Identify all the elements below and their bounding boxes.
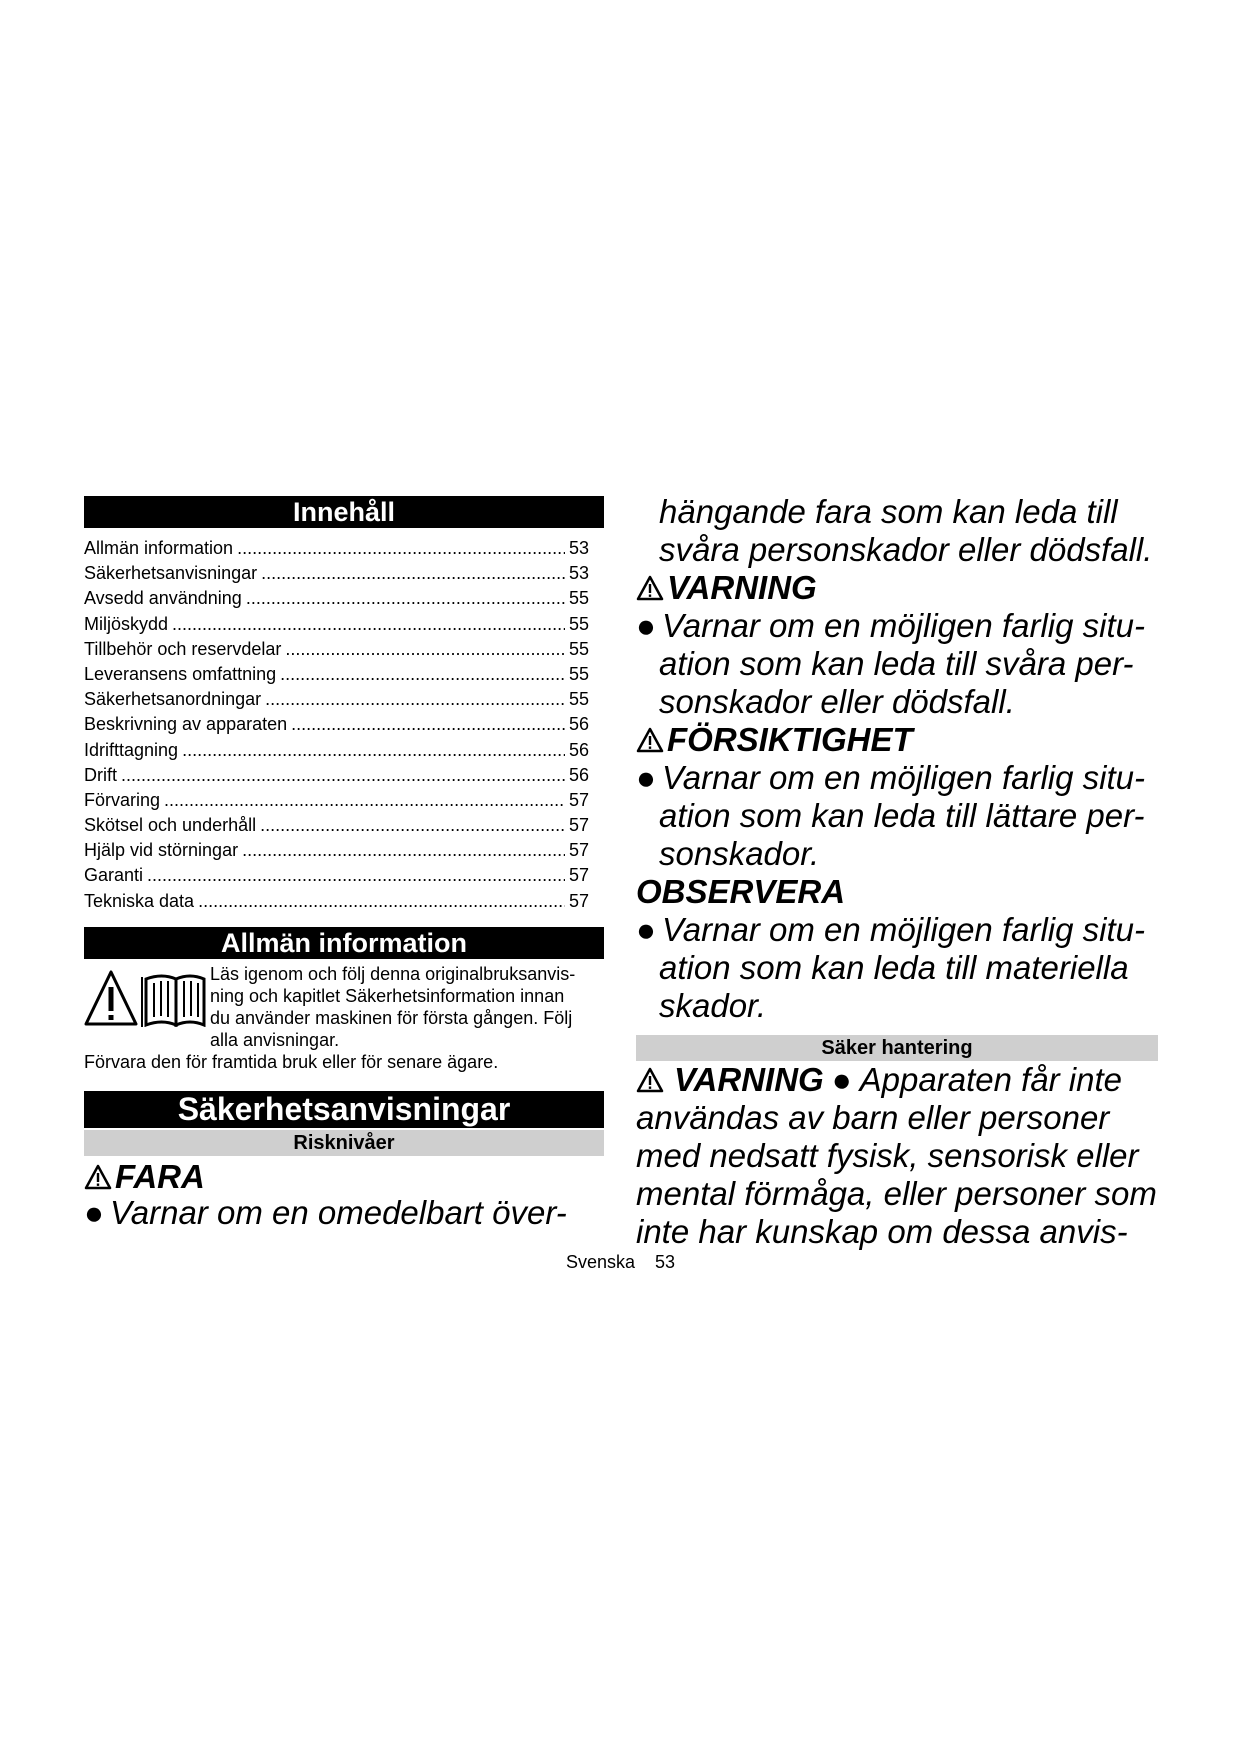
info-line: du använder maskinen för första gången. Följ — [210, 1007, 573, 1028]
left-column — [84, 496, 604, 1232]
toc-entry-page: 56 — [568, 764, 589, 785]
info-line: alla anvisningar. — [210, 1029, 340, 1050]
toc-entry — [84, 687, 589, 712]
toc-entry-page: 57 — [568, 865, 589, 886]
toc-entry-page: 56 — [568, 739, 589, 760]
forsiktighet-line: ation som kan leda till lättare per- — [659, 797, 1145, 834]
toc-entry-title: Avsedd användning — [84, 588, 242, 609]
fara-line: hängande fara som kan leda till — [659, 493, 1118, 530]
toc-entry-title: Förvaring — [84, 789, 161, 810]
store-note: Förvara den för framtida bruk eller för senare ägare. — [84, 1051, 499, 1072]
forsiktighet-text — [636, 759, 1158, 873]
toc-entry-title: Skötsel och underhåll — [84, 815, 257, 836]
toc-entry — [84, 662, 589, 687]
observera-label: OBSERVERA — [636, 873, 846, 910]
safety-heading: Säkerhetsanvisningar — [84, 1091, 604, 1128]
toc-entry-page: 53 — [568, 563, 589, 584]
forsiktighet-line: Varnar om en möjligen farlig situ- — [662, 759, 1145, 796]
toc-entry-page: 55 — [568, 588, 589, 609]
bullet: ● — [84, 1193, 104, 1231]
toc-leader-dots — [182, 738, 565, 763]
bullet: ● — [636, 607, 656, 644]
right-column — [636, 493, 1158, 1251]
toc-entry — [84, 838, 589, 863]
toc-entry — [84, 863, 589, 888]
toc-entry-title: Beskrivning av apparaten — [84, 714, 288, 735]
warning-and-manual-icon — [84, 969, 206, 1027]
toc-entry-page: 55 — [568, 638, 589, 659]
forsiktighet-heading — [636, 721, 1158, 759]
toc-entry — [84, 561, 589, 586]
handling-line: med nedsatt fysisk, sensorisk eller — [636, 1137, 1139, 1174]
observera-text — [636, 911, 1158, 1025]
info-line: ning och kapitlet Säkerhetsinformation innan — [210, 985, 565, 1006]
toc-entry — [84, 763, 589, 788]
forsiktighet-label: FÖRSIKTIGHET — [667, 721, 913, 758]
bullet: ● — [636, 911, 656, 948]
toc-entry-title: Tekniska data — [84, 890, 195, 911]
toc-leader-dots — [147, 863, 565, 888]
toc-entry-page: 57 — [568, 815, 589, 836]
varning-label: VARNING — [667, 569, 817, 606]
toc-leader-dots — [121, 763, 565, 788]
toc-entry — [84, 612, 589, 637]
toc-entry — [84, 788, 589, 813]
toc-leader-dots — [164, 788, 565, 813]
toc-leader-dots — [280, 662, 565, 687]
observera-line: ation som kan leda till materiella — [659, 949, 1129, 986]
varning-text — [636, 607, 1158, 721]
toc-entry-title: Miljöskydd — [84, 613, 169, 634]
toc-entry-title: Drift — [84, 764, 117, 785]
varning-line: sonskador eller dödsfall. — [659, 683, 1015, 720]
toc-entry-title: Säkerhetsanvisningar — [84, 563, 258, 584]
toc-entry-title: Säkerhetsanordningar — [84, 689, 262, 710]
varning-line: Varnar om en möjligen farlig situ- — [662, 607, 1145, 644]
toc-entry-title: Allmän information — [84, 538, 234, 558]
toc-leader-dots — [172, 612, 565, 637]
fara-label: FARA — [115, 1157, 205, 1195]
toc-entry — [84, 536, 589, 561]
fara-line: Varnar om en omedelbart över- — [110, 1193, 567, 1231]
toc-entry — [84, 738, 589, 763]
warning-triangle-icon — [84, 1164, 112, 1190]
toc-leader-dots — [237, 536, 565, 561]
page-footer — [0, 1252, 1241, 1273]
forsiktighet-line: sonskador. — [659, 835, 820, 872]
observera-line: skador. — [659, 987, 766, 1024]
toc-list — [84, 536, 604, 914]
toc-leader-dots — [265, 687, 565, 712]
toc-entry-page: 57 — [568, 840, 589, 861]
handling-line: mental förmåga, eller personer som — [636, 1175, 1157, 1212]
observera-line: Varnar om en möjligen farlig situ- — [662, 911, 1145, 948]
safe-handling-text — [636, 1061, 1158, 1251]
handling-line: inte har kunskap om dessa anvis- — [636, 1213, 1128, 1250]
varning-line: ation som kan leda till svåra per- — [659, 645, 1134, 682]
toc-entry-title: Garanti — [84, 865, 144, 886]
bullet: ● — [831, 1061, 852, 1098]
toc-entry — [84, 813, 589, 838]
toc-leader-dots — [260, 813, 565, 838]
toc-entry — [84, 712, 589, 737]
toc-heading: Innehåll — [84, 496, 604, 528]
toc-entry-page: 55 — [568, 663, 589, 684]
safe-handling-heading: Säker hantering — [636, 1035, 1158, 1061]
toc-entry-page: 57 — [568, 890, 589, 911]
toc-entry-title: Tillbehör och reservdelar — [84, 638, 282, 659]
varning-heading — [636, 569, 1158, 607]
toc-entry-title: Hjälp vid störningar — [84, 840, 239, 861]
handling-line: användas av barn eller personer — [636, 1099, 1110, 1136]
toc-entry — [84, 637, 589, 662]
fara-text — [84, 1194, 604, 1232]
toc-entry-page: 55 — [568, 613, 589, 634]
toc-entry-page: 56 — [568, 714, 589, 735]
observera-heading — [636, 873, 1158, 911]
warning-triangle-icon — [636, 727, 664, 753]
bullet: ● — [636, 759, 656, 796]
toc-leader-dots — [242, 838, 565, 863]
warning-triangle-icon — [636, 1067, 664, 1093]
general-info-text — [210, 963, 605, 1051]
footer-language: Svenska — [565, 1252, 635, 1272]
risk-levels-heading: Risknivåer — [84, 1130, 604, 1156]
toc-entry-title: Idrifttagning — [84, 739, 179, 760]
handling-warning-label: VARNING — [674, 1061, 824, 1098]
fara-line: svåra personskador eller dödsfall. — [659, 531, 1153, 568]
toc-entry-title: Leveransens omfattning — [84, 663, 277, 684]
handling-line: Apparaten får inte — [859, 1061, 1123, 1098]
page-number: 53 — [655, 1252, 676, 1272]
general-info-block — [84, 959, 604, 1083]
toc-entry-page: 57 — [568, 789, 589, 810]
info-line: Läs igenom och följ denna originalbruksanvis- — [210, 963, 576, 984]
fara-text-continued — [636, 493, 1158, 569]
toc-leader-dots — [198, 889, 565, 914]
toc-leader-dots — [261, 561, 565, 586]
toc-leader-dots — [285, 637, 565, 662]
toc-leader-dots — [291, 712, 565, 737]
toc-entry-page: 55 — [568, 689, 589, 710]
toc-leader-dots — [246, 586, 565, 611]
fara-heading — [84, 1158, 604, 1196]
general-heading: Allmän information — [84, 927, 604, 959]
toc-entry — [84, 586, 589, 611]
warning-triangle-icon — [636, 575, 664, 601]
toc-entry — [84, 889, 589, 914]
toc-entry-page: 53 — [568, 538, 589, 558]
